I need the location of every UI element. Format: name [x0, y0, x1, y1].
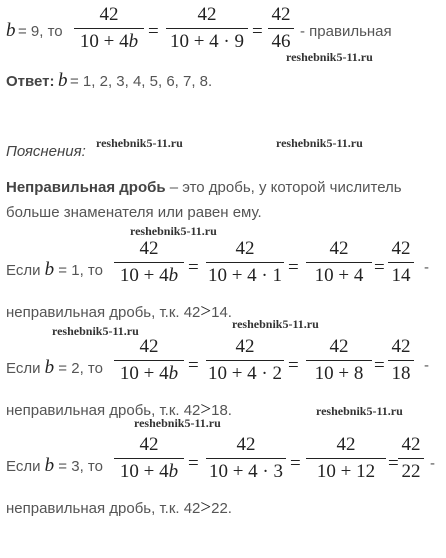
- explanation-heading: Пояснения:: [6, 143, 86, 160]
- fraction: [166, 4, 248, 53]
- watermark: reshebnik5-11.ru: [286, 50, 373, 64]
- variable-b: b: [58, 70, 68, 91]
- definition-line-1: Неправильная дробь – это дробь, у которой числитель: [6, 179, 402, 196]
- denominator: 10 + 12: [316, 461, 376, 482]
- answer-values: = 1, 2, 3, 4, 5, 6, 7, 8.: [70, 73, 213, 90]
- denominator: 10 + 4b: [79, 31, 139, 52]
- case-prefix: Если b = 1, то: [6, 259, 103, 280]
- numerator: 42: [391, 238, 411, 259]
- fraction: [398, 434, 424, 483]
- numerator: 42: [336, 434, 356, 455]
- numerator: 42: [391, 336, 411, 357]
- fraction: [388, 238, 414, 287]
- fraction: [206, 336, 284, 385]
- numerator: 42: [401, 434, 421, 455]
- watermark: reshebnik5-11.ru: [276, 136, 363, 150]
- numerator: 42: [236, 434, 256, 455]
- denominator: 46: [271, 31, 291, 52]
- watermark: reshebnik5-11.ru: [134, 416, 221, 430]
- case-conclusion: неправильная дробь, т.к. 42>22.: [6, 497, 232, 518]
- case-conclusion: неправильная дробь, т.к. 42>14.: [6, 301, 232, 322]
- numerator: 42: [139, 336, 159, 357]
- denominator: 18: [391, 363, 411, 384]
- fraction: [206, 434, 286, 483]
- denominator: 10 + 4 · 3: [208, 461, 284, 482]
- denominator: 10 + 4 · 1: [207, 265, 283, 286]
- numerator: 42: [139, 238, 159, 259]
- denominator: 10 + 4b: [119, 265, 179, 286]
- fraction: [306, 238, 372, 287]
- definition-term: Неправильная дробь: [6, 179, 166, 196]
- variable-b: b: [6, 20, 16, 41]
- fraction: [206, 238, 284, 287]
- denominator: 10 + 4b: [119, 461, 179, 482]
- fraction: [114, 238, 184, 287]
- denominator: 10 + 4 · 9: [169, 31, 245, 52]
- fraction: [114, 434, 184, 483]
- answer-label: Ответ:: [6, 73, 55, 90]
- watermark: reshebnik5-11.ru: [232, 317, 319, 331]
- case-prefix: Если b = 3, то: [6, 455, 103, 476]
- denominator: 10 + 4: [314, 265, 364, 286]
- fraction: [306, 336, 372, 385]
- denominator: 10 + 8: [314, 363, 364, 384]
- denominator: 10 + 4b: [119, 363, 179, 384]
- fraction: [388, 336, 414, 385]
- numerator: 42: [99, 4, 119, 25]
- numerator: 42: [235, 336, 255, 357]
- numerator: 42: [197, 4, 217, 25]
- numerator: 42: [329, 336, 349, 357]
- numerator: 42: [139, 434, 159, 455]
- line1-tail: - правильная: [300, 23, 392, 40]
- numerator: 42: [271, 4, 291, 25]
- denominator: 22: [401, 461, 421, 482]
- denominator: 14: [391, 265, 411, 286]
- case-prefix: Если b = 2, то: [6, 357, 103, 378]
- line1-equals-text: = 9, то: [18, 23, 63, 40]
- denominator: 10 + 4 · 2: [207, 363, 283, 384]
- watermark: reshebnik5-11.ru: [96, 136, 183, 150]
- fraction: [268, 4, 294, 53]
- watermark: reshebnik5-11.ru: [52, 324, 139, 338]
- dash: -: [430, 455, 435, 472]
- dash: -: [424, 357, 429, 374]
- case-conclusion: неправильная дробь, т.к. 42>18.: [6, 399, 232, 420]
- numerator: 42: [235, 238, 255, 259]
- numerator: 42: [329, 238, 349, 259]
- fraction: [114, 336, 184, 385]
- fraction: [306, 434, 386, 483]
- fraction: [74, 4, 144, 53]
- watermark: reshebnik5-11.ru: [316, 404, 403, 418]
- definition-line-2: больше знаменателя или равен ему.: [6, 204, 262, 221]
- dash: -: [424, 259, 429, 276]
- watermark: reshebnik5-11.ru: [130, 224, 217, 238]
